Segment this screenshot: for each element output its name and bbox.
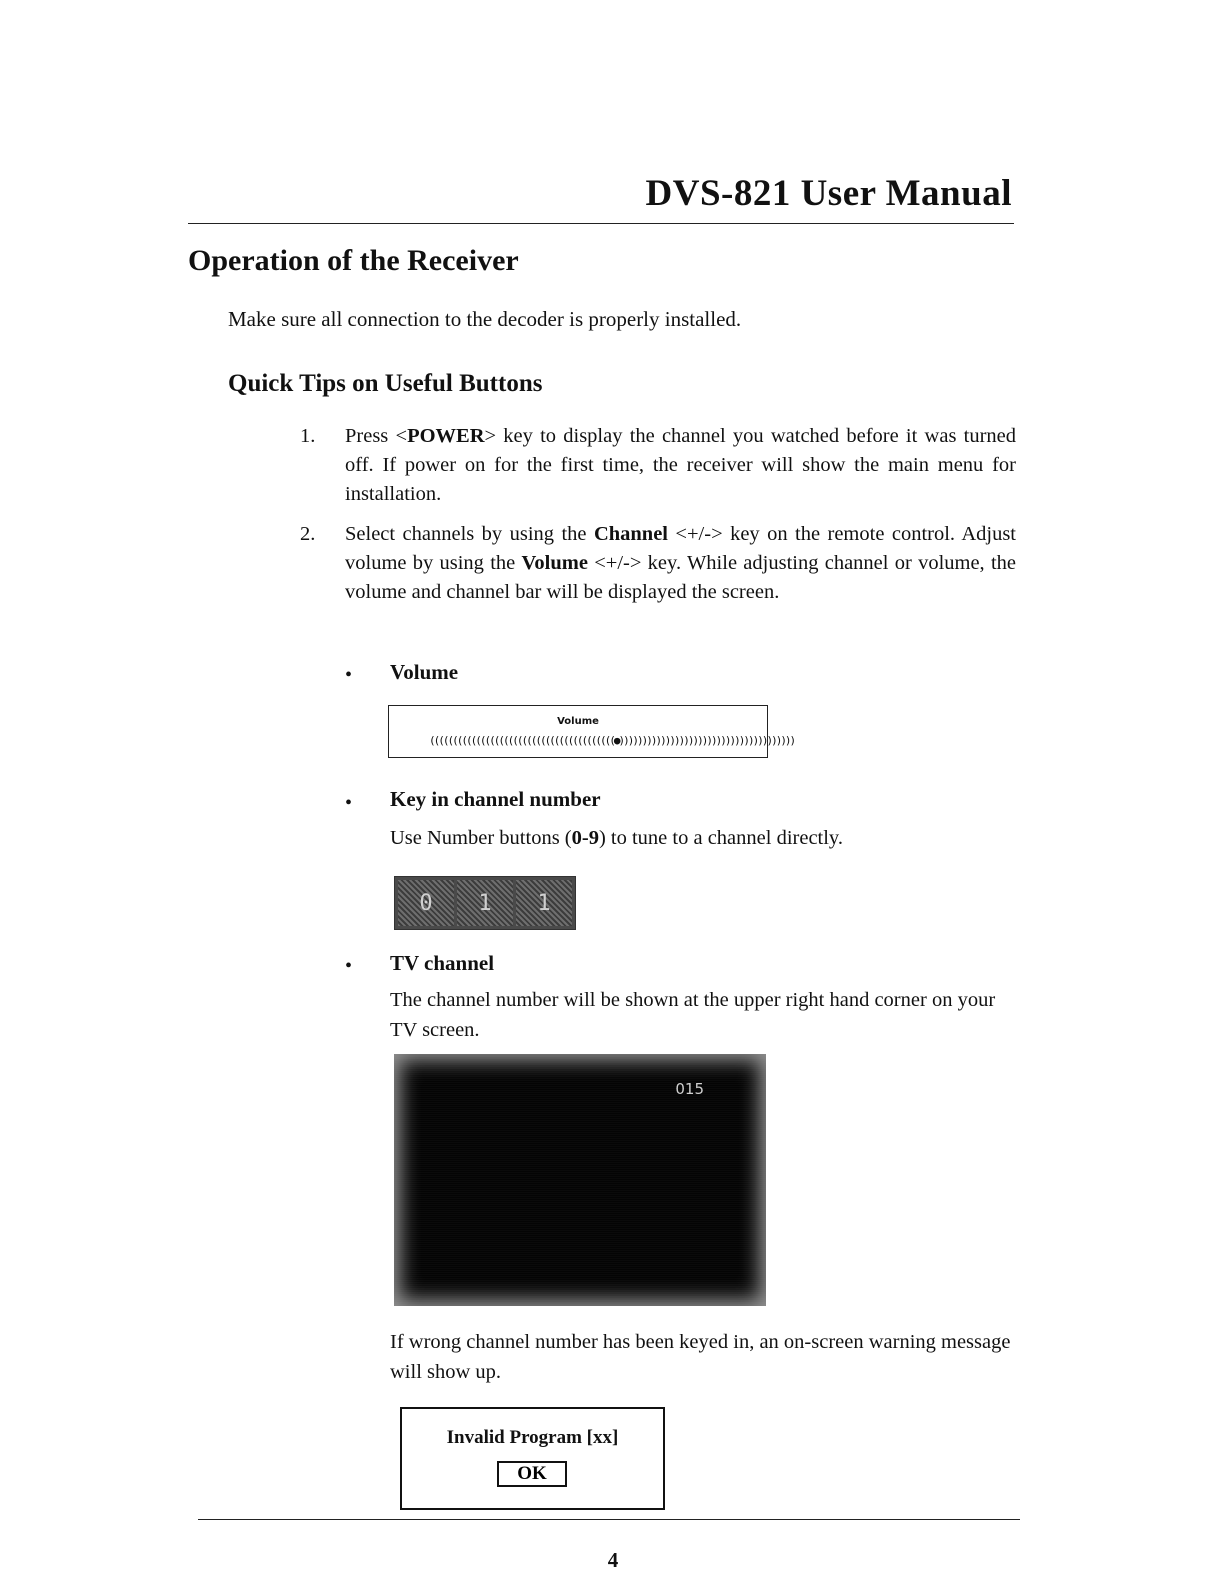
- step-number: 2.: [300, 523, 316, 545]
- volume-key: Volume: [521, 552, 588, 574]
- intro-text: Make sure all connection to the decoder is properly installed.: [228, 307, 742, 331]
- page-number: 4: [607, 1548, 619, 1572]
- channel-digit: 1: [516, 880, 572, 926]
- ok-button[interactable]: OK: [497, 1461, 567, 1487]
- key-in-heading: Key in channel number: [390, 787, 601, 811]
- channel-key: Channel: [593, 523, 668, 545]
- volume-osd-title: Volume: [557, 716, 599, 727]
- header-divider: [188, 223, 1014, 224]
- warning-text: If wrong channel number has been keyed in, an on-screen warning message will show up.: [390, 1331, 1011, 1383]
- bullet-dot: •: [345, 955, 353, 977]
- channel-digit: 1: [457, 880, 513, 926]
- bullet-dot: •: [345, 664, 353, 686]
- channel-number-osd: [394, 876, 576, 930]
- power-key: POWER: [407, 425, 485, 447]
- volume-bar: ((((((((((((((((((((((((((((((((((((((((●)))))))))))))))))))))))))))))))))))))): [429, 734, 795, 747]
- bullet-dot: •: [345, 792, 353, 814]
- manual-title: DVS-821 User Manual: [645, 173, 1012, 214]
- section-title: Operation of the Receiver: [188, 244, 519, 277]
- step-1: [300, 422, 1016, 509]
- volume-osd: [388, 705, 795, 758]
- step-2: [300, 520, 1016, 607]
- step-number: 1.: [300, 425, 316, 447]
- tv-channel-heading: TV channel: [390, 951, 495, 975]
- channel-digit: 0: [398, 880, 454, 926]
- footer-divider: [198, 1519, 1020, 1520]
- tv-channel-number: 015: [675, 1080, 704, 1098]
- tv-screen: [394, 1054, 766, 1306]
- dialog-message: Invalid Program [xx]: [446, 1427, 619, 1448]
- key-in-text: Use Number buttons (0-9) to tune to a channel directly.: [390, 827, 843, 849]
- volume-heading: Volume: [390, 660, 459, 684]
- tv-channel-text: The channel number will be shown at the upper right hand corner on your TV screen.: [390, 989, 996, 1041]
- step-text: Press <POWER> key to display the channel you watched before it was turned off. If power on for the first time, the receiver will show the main menu for installation.: [345, 425, 1017, 505]
- invalid-program-dialog: [400, 1407, 665, 1510]
- step-text: Select channels by using the Channel <+/-> key on the remote control. Adjust volume by using the Volume <+/-> key. While adjusting channel or volume, the volume and channel bar will be displayed the screen.: [345, 523, 1017, 603]
- subsection-title: Quick Tips on Useful Buttons: [228, 370, 543, 397]
